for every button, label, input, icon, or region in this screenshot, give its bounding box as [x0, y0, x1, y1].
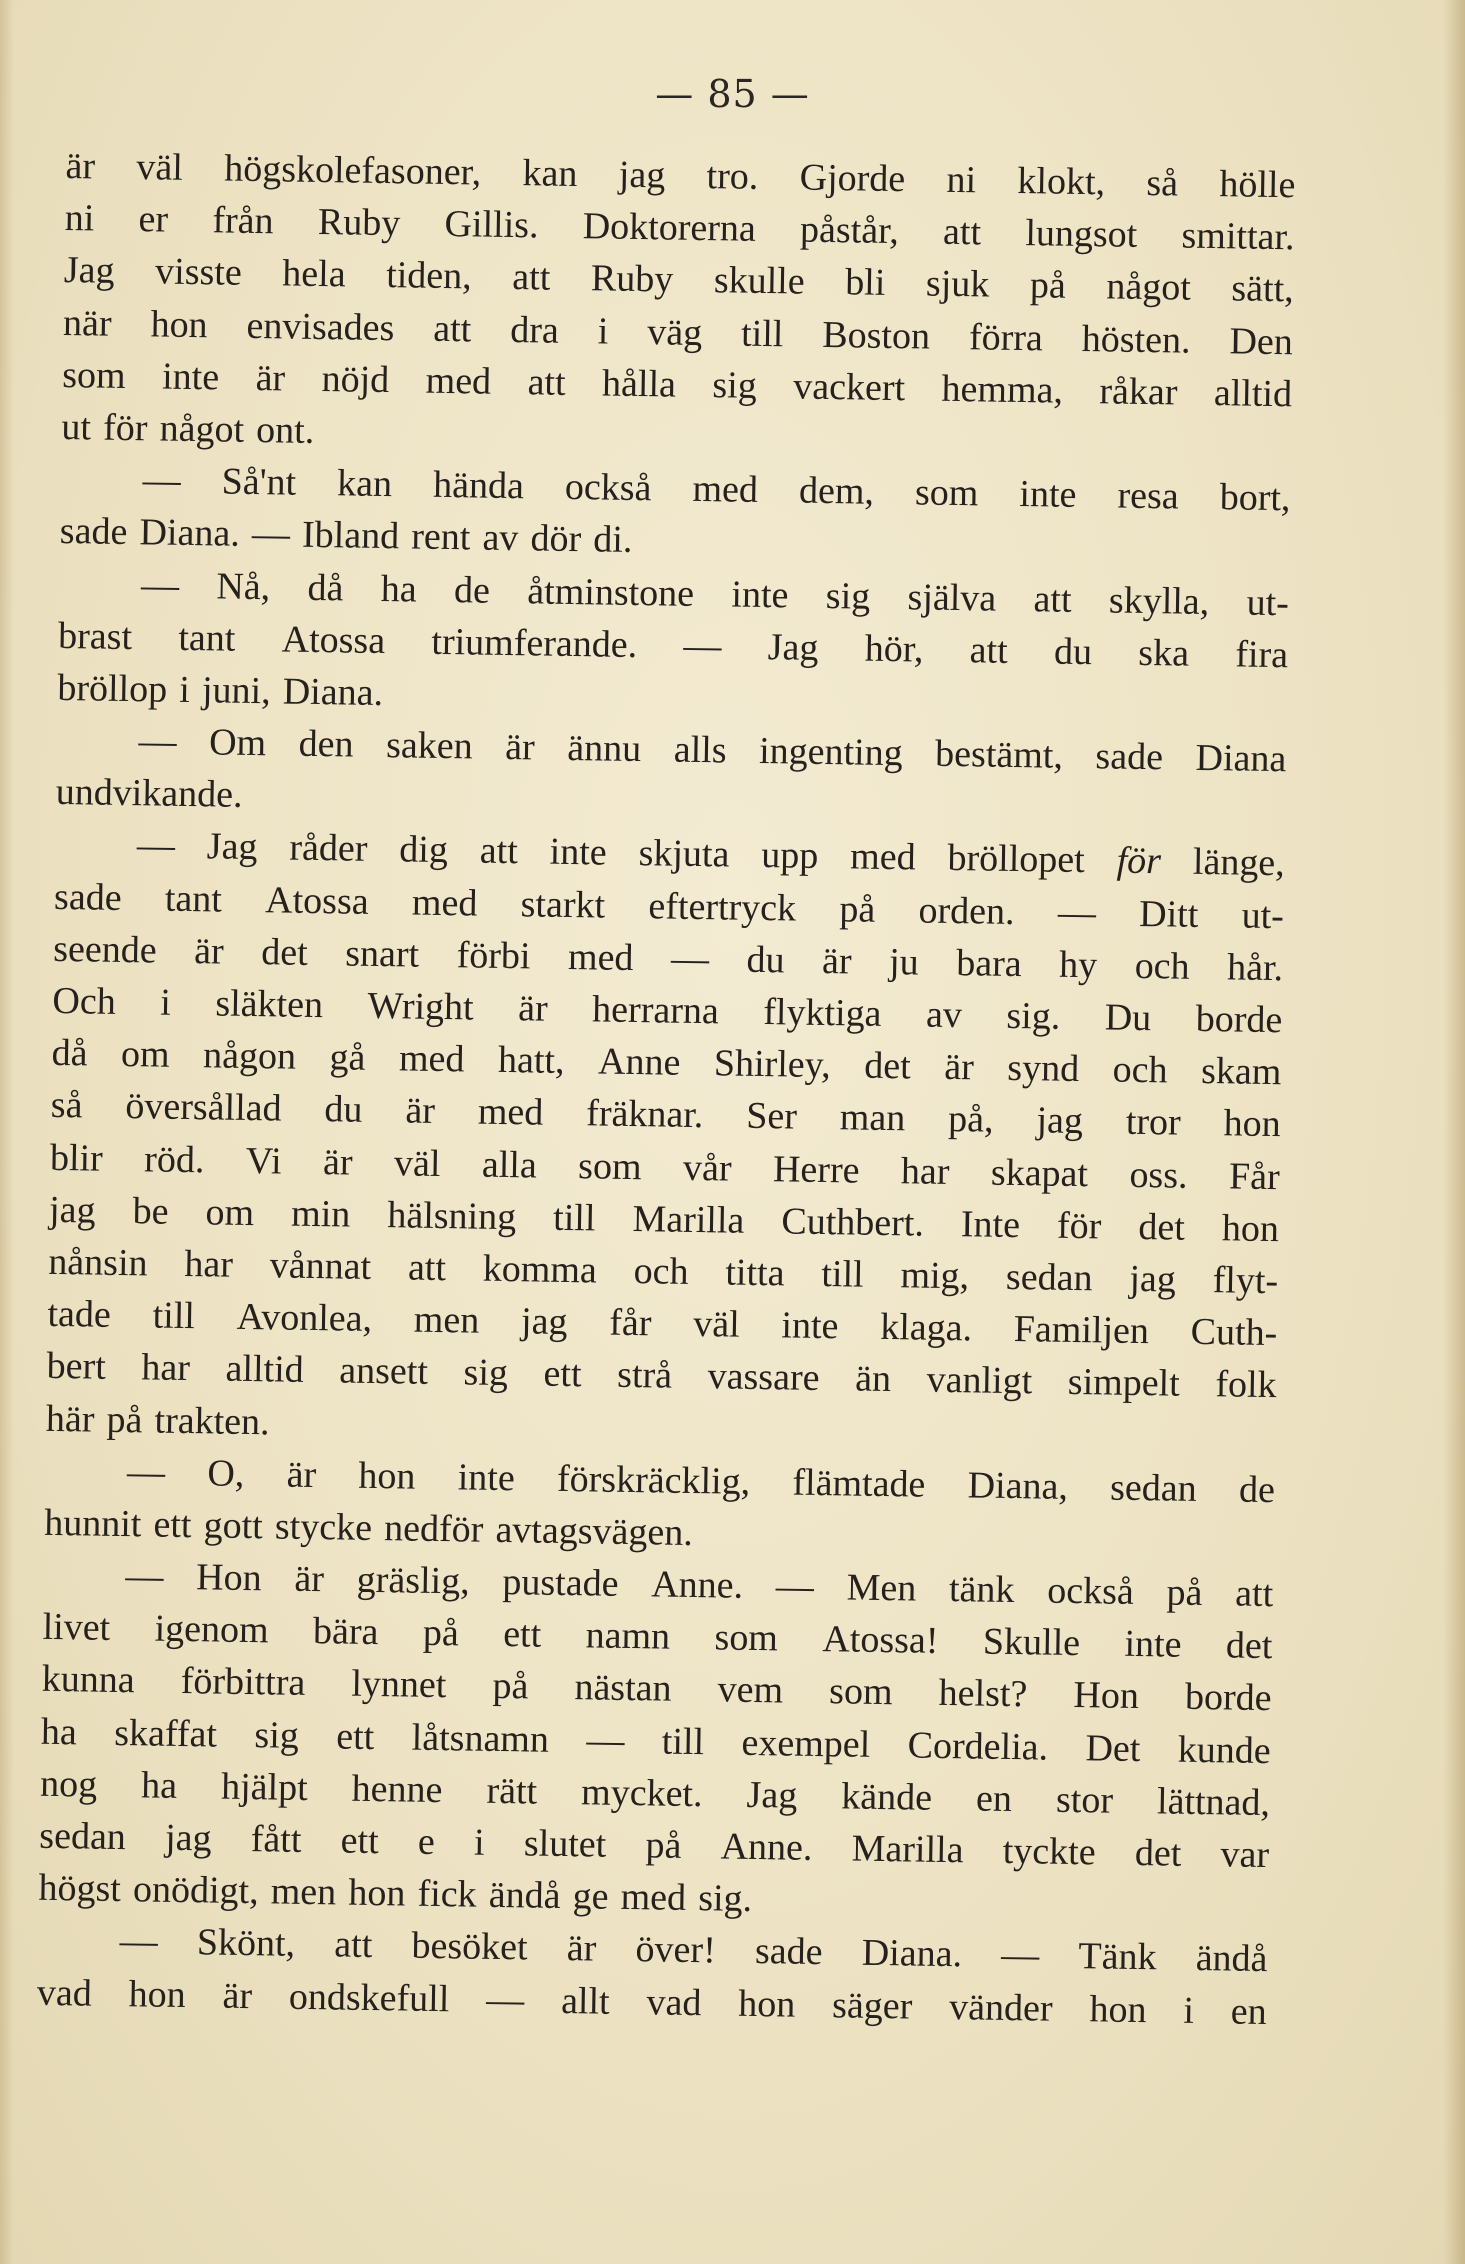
text-line: här på trakten. — [45, 1397, 270, 1443]
text-line: — Så'nt kan hända också med dem, som inte resa bort, — [142, 459, 1291, 520]
text-line: blir röd. Vi är väl alla som vår Herre har skapat oss. Får — [49, 1136, 1281, 1198]
text-line: jag be om min hälsning till Marilla Cuthbert. Inte för det hon — [48, 1188, 1280, 1250]
text-line: ni er från Ruby Gillis. Doktorerna påstår, att lungsot smittar. — [64, 197, 1295, 259]
text-line: sade Diana. — Ibland rent av dör di. — [59, 510, 633, 562]
text-line: bert har alltid ansett sig ett strå vassare än vanligt simpelt folk — [46, 1345, 1277, 1407]
text-line: vad hon är ondskefull — allt vad hon säger vänder hon i en — [36, 1971, 1268, 2033]
text-line: högst onödigt, men hon fick ändå ge med sig. — [38, 1866, 753, 1921]
text-line: ha skaffat sig ett låtsnamn — till exempel Cordelia. Det kunde — [40, 1710, 1272, 1772]
text-line: — Nå, då ha de åtminstone inte sig själva att skylla, ut- — [140, 563, 1290, 624]
page-edge-right — [1443, 0, 1465, 2264]
text-line: nånsin har vånnat att komma och titta till mig, sedan jag flyt- — [48, 1240, 1279, 1303]
text-line: brast tant Atossa triumferande. — Jag hör, att du ska fira — [57, 614, 1289, 676]
body-text — [36, 140, 1295, 2038]
text-line: så översållad du är med fräknar. Ser man på, jag tror hon — [50, 1084, 1281, 1146]
text-line: när hon envisades att dra i väg till Boston förra hösten. Den — [62, 301, 1294, 363]
text-line: hunnit ett gott stycke nedför avtagsvägen. — [43, 1501, 694, 1554]
text-line: — Skönt, att besöket är över! sade Diana. — Tänk ändå — [119, 1920, 1268, 1981]
text-line: — O, är hon inte förskräcklig, flämtade Diana, sedan de — [126, 1450, 1276, 1511]
text-line: Och i släkten Wright är herrarna flyktiga av sig. Du borde — [52, 979, 1283, 1042]
text-line: — Jag råder dig att inte skjuta upp med bröllopet för länge, — [136, 824, 1286, 885]
page-number: — 85 — — [655, 72, 810, 116]
text-line: livet igenom bära på ett namn som Atossa! Skulle inte det — [42, 1606, 1273, 1668]
text-line: som inte är nöjd med att hålla sig vackert hemma, råkar alltid — [61, 353, 1293, 416]
text-line: sade tant Atossa med starkt eftertryck på orden. — Ditt ut- — [53, 875, 1285, 937]
text-line: nog ha hjälpt henne rätt mycket. Jag kände en stor lättnad, — [39, 1762, 1271, 1824]
text-line: undvikande. — [55, 771, 243, 817]
text-line: bröllop i juni, Diana. — [57, 666, 384, 714]
text-line: — Hon är gräslig, pustade Anne. — Men tänk också på att — [125, 1555, 1274, 1616]
text-line: — Om den saken är ännu alls ingenting bestämt, sade Diana — [138, 720, 1287, 781]
text-line: är väl högskolefasoner, kan jag tro. Gjorde ni klokt, så hölle — [65, 144, 1296, 207]
text-line: Jag visste hela tiden, att Ruby skulle bli sjuk på något sätt, — [63, 249, 1295, 311]
text-line: då om någon gå med hatt, Anne Shirley, det är synd och skam — [51, 1032, 1282, 1094]
text-line: seende är det snart förbi med — du är ju bara hy och hår. — [52, 927, 1284, 990]
text-line: kunna förbittra lynnet på nästan vem som helst? Hon borde — [41, 1658, 1272, 1720]
page-edge-left — [0, 0, 14, 2264]
text-line: ut för något ont. — [61, 405, 315, 452]
text-line: tade till Avonlea, men jag får väl inte klaga. Familjen Cuth- — [47, 1292, 1278, 1355]
text-line: sedan jag fått ett e i slutet på Anne. Marilla tyckte det var — [39, 1814, 1270, 1877]
